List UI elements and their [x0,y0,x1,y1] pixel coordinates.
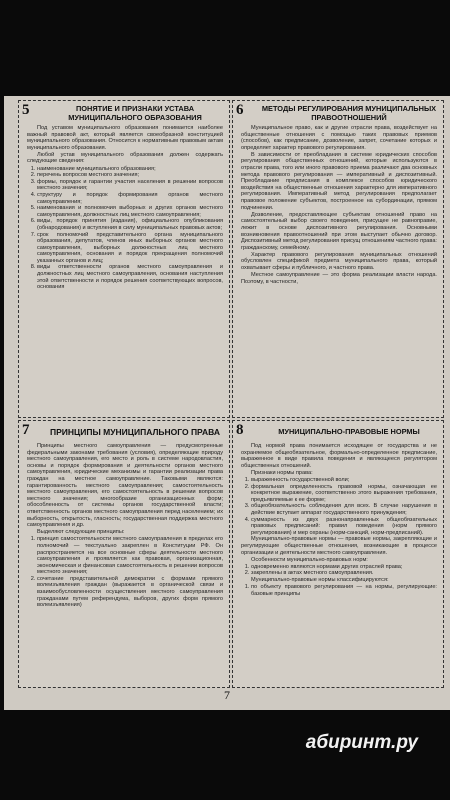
list-item: 2. перечень вопросов местного значения; [37,172,223,179]
section-body [241,125,437,286]
section-number: 7 [22,422,30,438]
paragraph: Особенности муниципально-правовых норм: [251,556,368,563]
section-number: 6 [236,102,244,118]
list-item: 2. закреплены в актах местного самоуправления. [251,570,437,577]
section-body [27,125,223,291]
section-title: ПОНЯТИЕ И ПРИЗНАКИ УСТАВА МУНИЦИПАЛЬНОГО ОБРАЗОВАНИЯ [68,104,202,122]
paragraph: Муниципально-правовые нормы — правовые нормы, закрепляющие и регулирующие общественные отношения, возникающие в процессе организации и деятельности местного самоуправления. [241,536,437,556]
list-item: 5. наименования и полномочия выборных и других органов местного самоуправления, должностных лиц местного самоуправления; [37,205,223,218]
section-6 [232,100,444,418]
list-item: 1. по объекту правового регулирования — на нормы, регулирующие: базовые принципы [251,584,437,597]
paragraph: Выделяют следующие принципы: [37,529,125,536]
section-8 [232,420,444,688]
list-item: 1. наименование муниципального образования; [37,166,223,173]
watermark: абиринт.ру [305,732,418,753]
list-item: 1. принцип самостоятельности местного самоуправления в пределах его полномочий — текстуально закреплен в Конституции РФ. Он распространяется на все основные сферы деятельности местного самоуправления и проявляется как правовая, организационная, экономическая и финансовая самостоятельность в решении вопросов местного значения; [37,536,223,576]
list-item: 7. срок полномочий представительного органа муниципального образования, депутатов, членов иных выборных органов местного самоуправления, выборных должностных лиц местного самоуправления, основания и порядок прекращения полномочий указанных органов и лиц; [37,232,223,265]
list-item: 2. формальная определенность правовой нормы, означающая ее конкретное выражение, соответственно этого выражения требования, предъявляемые к ее форме; [251,484,437,504]
list-item: 8. виды ответственности органов местного самоуправления и должностных лиц местного самоуправления, основания наступления этой ответственности и порядок решения соответствующих вопросов, основания [37,264,223,290]
list-item: 4. суммарность из двух разнонаправленных общеобязательных правовых предписаний: правил поведения (норм прямого регулирования) и мер охраны (норм-санкций, норм-предписаний). [251,517,437,537]
list-item: 1. одновременно являются нормами других отраслей права; [251,564,437,571]
paragraph: Признаки нормы права: [251,469,313,476]
section-body [27,443,223,609]
section-title: ПРИНЦИПЫ МУНИЦИПАЛЬНОГО ПРАВА [50,427,220,437]
paragraph: Характер правового регулирования муниципальных отношений обусловлен спецификой предмета муниципального права, который охватывает сферы и публичного, и частного права. [241,251,437,271]
sections-grid [18,100,444,688]
paragraph: Муниципально-правовые нормы классифицируются: [251,576,389,583]
section-number: 5 [22,102,30,118]
list-item: 1. выраженность государственной воли; [251,477,437,484]
list-item: 4. структуру и порядок формирования органов местного самоуправления; [37,192,223,205]
list-item: 2. сочетание представительной демократии с формами прямого волеизъявления граждан (выражается в органической связи и взаимообусловленности осуществления местного самоуправления гражданами путем референдума, выборов, других форм прямого волеизъявления) [37,576,223,609]
section-number: 8 [236,422,244,438]
paragraph: Любой устав муниципального образования должен содержать следующие сведения: [27,151,223,165]
paragraph: Местное самоуправление — это форма реализации власти народа. Поэтому, в частности, [241,272,437,285]
paragraph: Под уставом муниципального образования понимается наиболее важный правовой акт, который является своеобразной конституцией муниципального образования. Относится к нормативным правовым актам муниципального образования. [27,125,223,151]
paragraph: Под нормой права понимается исходящее от государства и не охраняемое общеобязательное, формально-определенное предписание, выраженное в виде правила поведения и являющееся регулятором общественных отношений. [241,443,437,469]
list-item: 3. общеобязательность соблюдения для всех. В случае нарушения в действие вступает аппарат государственного принуждения; [251,503,437,516]
section-7 [18,420,230,688]
list-item: 6. виды, порядок принятия (издания), официального опубликования (обнародования) и вступления в силу муниципальных правовых актов; [37,218,223,231]
section-title: МЕТОДЫ РЕГУЛИРОВАНИЯ МУНИЦИПАЛЬНЫХ ПРАВООТНОШЕНИЙ [261,104,437,122]
page-number: 7 [224,688,230,702]
section-body [241,443,437,597]
book-page [4,96,450,710]
list-item: 3. формы, порядок и гарантии участия населения в решении вопросов местного значения; [37,179,223,192]
paragraph: Принципы местного самоуправления — предусмотренные федеральными законами требования (условия), определяющие природу местного самоуправления, его место и роль в системе народовластия, основы и порядок формирования и деятельности органов местного самоуправления, юридические механизмы и гарантии реализации права граждан на местное самоуправление. Таковыми являются: гарантированность местного самоуправления; самостоятельность местного самоуправления, его самостоятельность в решении вопросов местного значения; многообразие организационных форм; обособленность от системы органов государственной власти; ответственность органов местного самоуправления перед населением; их выборность, открытость, гласность; государственная поддержка местного самоуправления и др. [27,443,223,529]
paragraph: Муниципальное право, как и другие отрасли права, воздействует на общественные отношения с помощью таких правовых приемов (способов), как предписание, дозволение, запрет, сочетание которых и определяет характер правового регулирования. [241,125,437,151]
section-5 [18,100,230,418]
section-title: МУНИЦИПАЛЬНО-ПРАВОВЫЕ НОРМЫ [278,427,420,436]
paragraph: Дозволение, предоставляющее субъектам отношений право на самостоятельный выбор своего поведения, присущее не равноправие, лежит в основе диспозитивного регулирования. Основными возникновения правоотношений при этом выступает обычно договор. Диспозитивный метод регулирования присущ отношениям частного права: гражданскому, семейному. [241,211,437,251]
paragraph: В зависимости от преобладания в системе юридических способов регулирования общественных отношений, которые используются в отрасли права, того или иного правового приема различают два основных метода правового регулирования — императивный и диспозитивный. Преобладание предписания в комплексе способов юридического воздействия на общественные отношения характерно для императивного регулирования. Императивный метод регулирования предполагает правовое положение субъектов, построенное на субординации, прямом подчинении. [241,151,437,211]
